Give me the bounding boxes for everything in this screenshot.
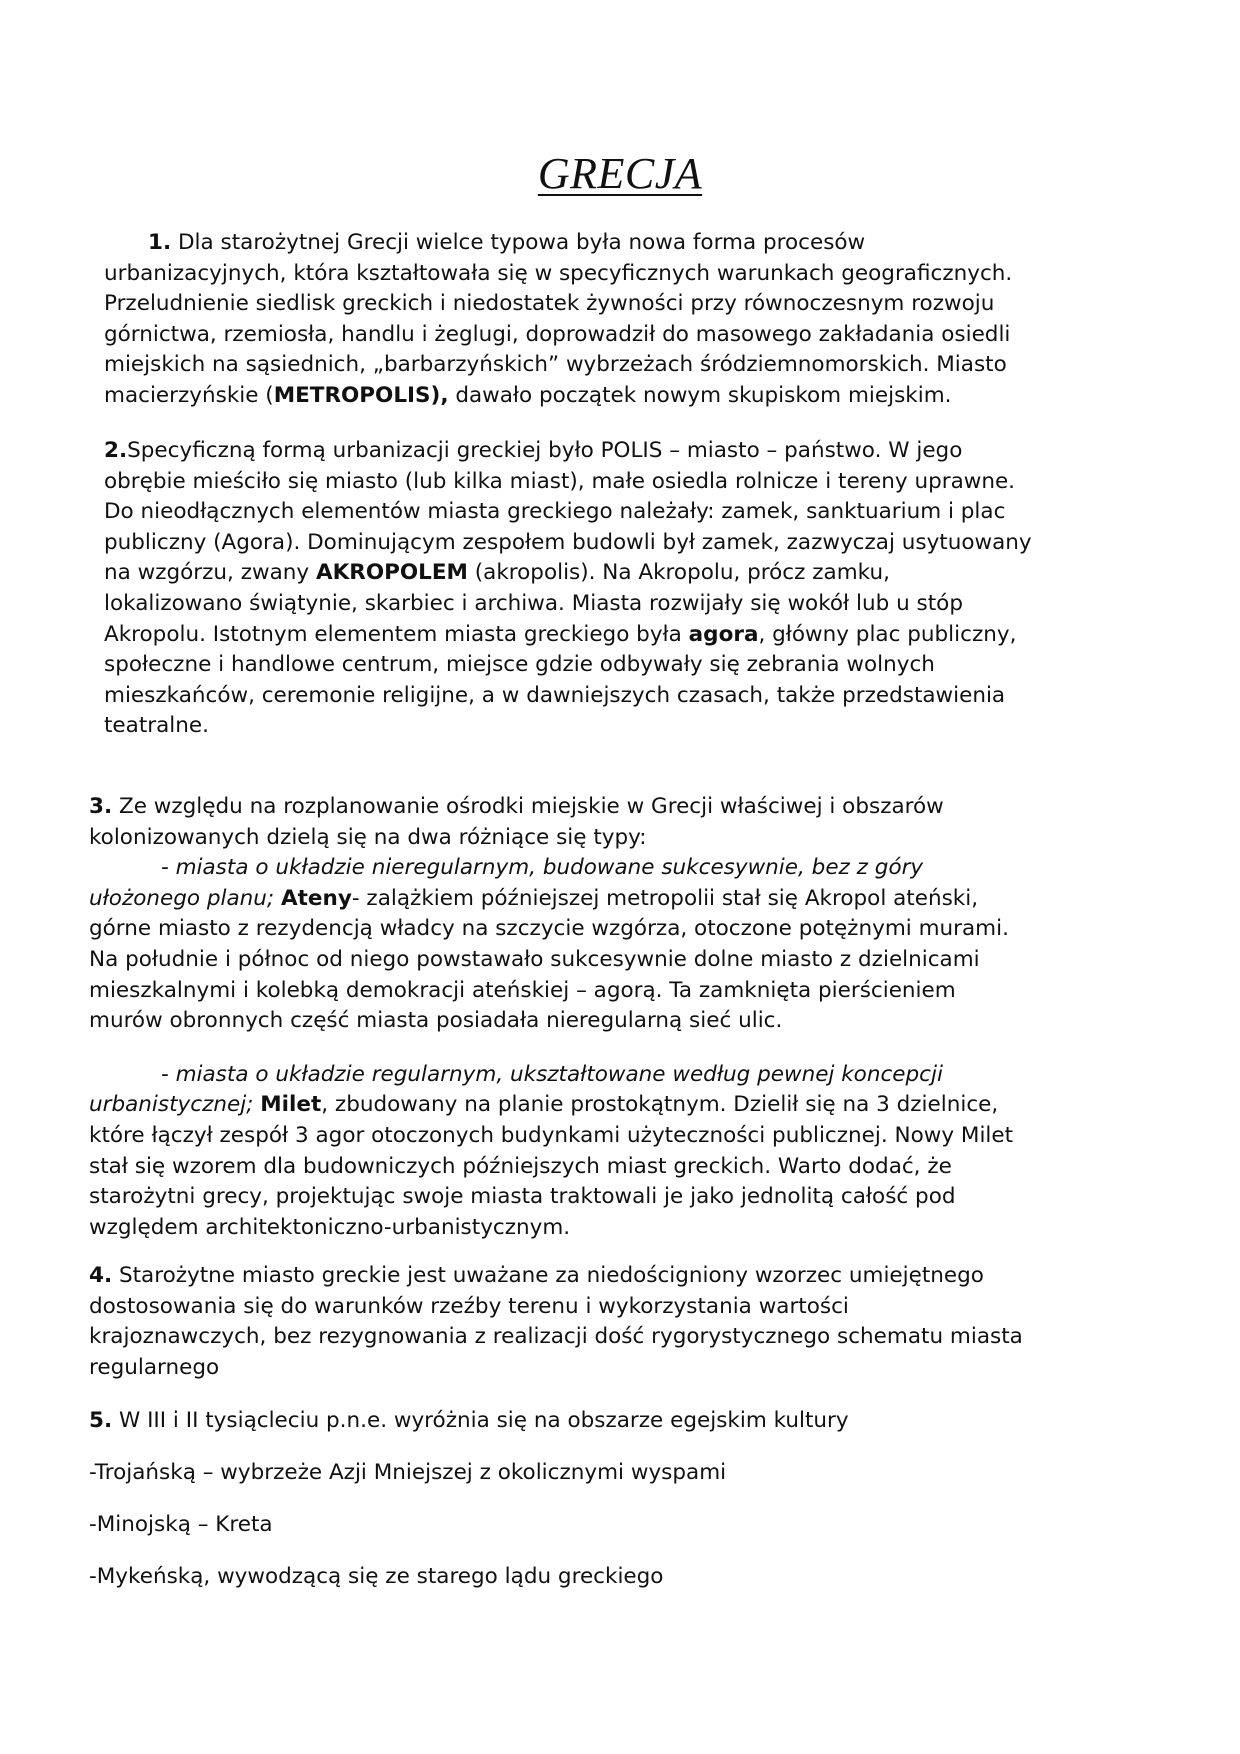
list-item: -Mykeńską, wywodzącą się ze starego lądu greckiego [89, 1564, 664, 1589]
term-metropolis: METROPOLIS), [273, 382, 449, 408]
paragraph-2: 2.Specyficzną formą urbanizacji greckiej było POLIS – miasto – państwo. W jego obrębie mieściło się miasto (lub kilka miast), małe osiedla rolnicze i tereny uprawne. Do nieodłącznych elementów miasta greckiego należały: zamek, sanktuarium i plac publiczny (Agora). Dominującym zespołem budowli był zamek, zazwyczaj usytuowany na wzgórzu, zwany AKROPOLEM (akropolis). Na Akropolu, prócz zamku, lokalizowano świątynie, skarbiec i archiwa. Miasta rozwijały się wokół lub u stóp Akropolu. Istotnym elementem miasta greckiego była agora, główny plac publiczny, społeczne i handlowe centrum, miejsce gdzie odbywały się zebrania wolnych mieszkańców, ceremonie religijne, a w dawniejszych czasach, także przedstawienia teatralne. [104, 438, 1032, 739]
term-akropolem: AKROPOLEM [315, 560, 468, 586]
paragraph-number: 2. [104, 438, 128, 463]
paragraph-1: 1. Dla starożytnej Grecji wielce typowa była nowa forma procesów urbanizacyjnych, która kształtowała się w specyficznych warunkach geograficznych. Przeludnienie siedlisk greckich i niedostatek żywności przy równoczesnym rozwoju górnictwa, rzemiosła, handlu i żeglugi, doprowadził do masowego zakładania osiedli miejskich na sąsiednich, „barbarzyńskich” wybrzeżach śródziemnomorskich. Miasto macierzyńskie (METROPOLIS), dawało początek nowym skupiskom miejskim. [104, 230, 1013, 408]
term-ateny: Ateny [281, 885, 352, 911]
term-milet: Milet [260, 1092, 322, 1118]
paragraph-3: 3. Ze względu na rozplanowanie ośrodki miejskie w Grecji właściwej i obszarów kolonizowanych dzielą się na dwa różniące się typy: - miasta o układzie nieregularnym, budowane sukcesywnie, bez z góry ułożonego planu; Ateny- zalążkiem późniejszej metropolii stał się Akropol ateński, górne miasto z rezydencją władcy na szczycie wzgórza, otoczone potężnymi murami. Na południe i północ od niego powstawało sukcesywnie dolne miasto z dzielnicami mieszkalnymi i kolebką demokracji ateńskiej – agorą. Ta zamknięta pierścieniem murów obronnych część miasta posiadała nieregularną sieć ulic. - miasta o układzie regularnym, ukształtowane według pewnej koncepcji urbanistycznej; Milet, zbudowany na planie prostokątnym. Dzielił się na 3 dzielnice, które łączył zespół 3 agor otoczonych budynkami użyteczności publicznej. Nowy Milet stał się wzorem dla budowniczych późniejszych miast greckich. Warto dodać, że starożytni grecy, projektując swoje miasta traktowali je jako jednolitą całość pod względem architektoniczno-urbanistycznym. [89, 794, 1014, 1240]
list-item: -Minojską – Kreta [89, 1512, 273, 1537]
paragraph-number: 4. [89, 1263, 113, 1288]
list-item: -Trojańską – wybrzeże Azji Mniejszej z okolicznymi wyspami [89, 1460, 727, 1485]
term-agora: agora [688, 621, 759, 647]
paragraph-number: 3. [89, 794, 113, 819]
paragraph-5: 5. W III i II tysiącleciu p.n.e. wyróżnia się na obszarze egejskim kultury [89, 1408, 849, 1433]
paragraph-number: 1. [148, 230, 172, 255]
paragraph-4: 4. Starożytne miasto greckie jest uważane za niedościgniony wzorzec umiejętnego dostosowania się do warunków rzeźby terenu i wykorzystania wartości krajoznawczych, bez rezygnowania z realizacji dość rygorystycznego schematu miasta regularnego [89, 1263, 1023, 1380]
page-title: GRECJA [537, 149, 703, 198]
paragraph-number: 5. [89, 1408, 113, 1433]
